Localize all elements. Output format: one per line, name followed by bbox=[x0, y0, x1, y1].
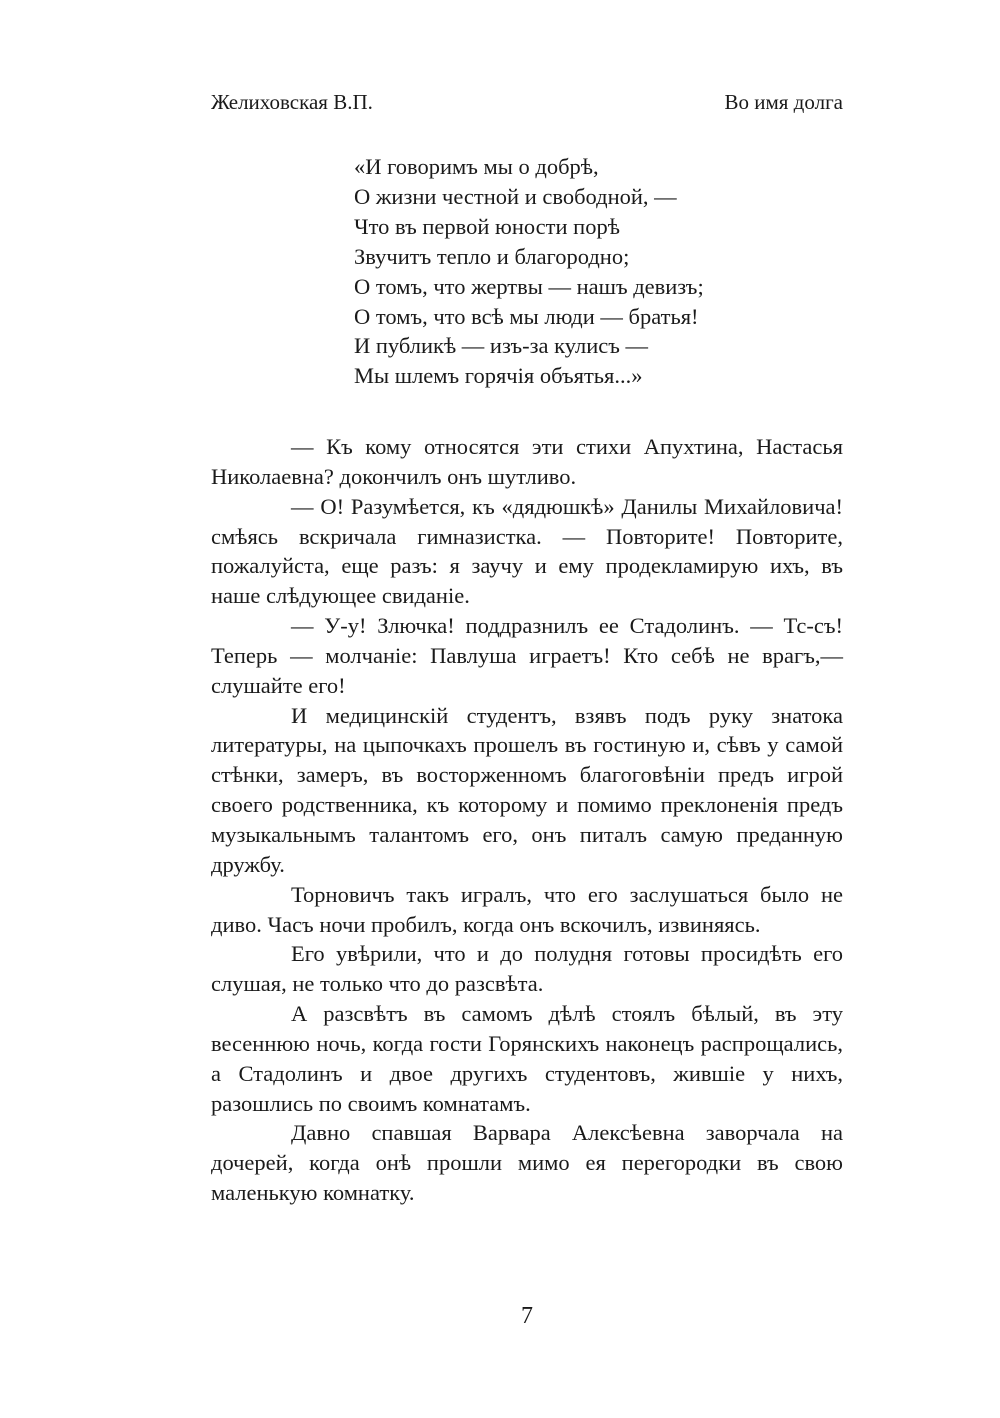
poem-line: Звучитъ тепло и благородно; bbox=[354, 243, 630, 269]
paragraph: — О! Разумѣется, къ «дядюшкѣ» Данилы Михайловича! смѣясь вскричала гимназистка. — Повторите! Повторите, пожалуйста, еще разъ: я заучу и ему продекламирую ихъ, въ наше слѣдующее свиданіе. bbox=[211, 493, 843, 609]
header-title: Во имя долга bbox=[724, 90, 843, 114]
poem-line: О томъ, что жертвы — нашъ девизъ; bbox=[354, 273, 704, 299]
paragraph: Его увѣрили, что и до полудня готовы просидѣть его слушая, не только что до разсвѣта. bbox=[211, 941, 843, 997]
header-author: Желиховская В.П. bbox=[211, 90, 373, 114]
page-number: 7 bbox=[521, 1303, 533, 1329]
paragraph: — Къ кому относятся эти стихи Апухтина, Настасья Николаевна? докончилъ онъ шутливо. bbox=[211, 434, 843, 489]
running-header bbox=[211, 86, 843, 118]
poem-line: О томъ, что всѣ мы люди — братья! bbox=[354, 303, 699, 329]
paragraph: — У-у! Злючка! поддразнилъ ее Стадолинъ. — Тс-съ! Теперь — молчаніе: Павлуша играетъ! Кто себѣ не врагъ,— слушайте его! bbox=[211, 613, 843, 698]
poem-line: «И говоримъ мы о добрѣ, bbox=[354, 154, 599, 179]
poem-line: Что въ первой юности порѣ bbox=[354, 213, 620, 239]
poem-quote bbox=[354, 152, 814, 391]
paragraph: Торновичъ такъ игралъ, что его заслушаться было не диво. Часъ ночи пробилъ, когда онъ вскочилъ, извиняясь. bbox=[211, 881, 843, 937]
paragraph: Давно спавшая Варвара Алексѣевна заворчала на дочерей, когда онѣ прошли мимо ея перегородки въ свою маленькую комнатку. bbox=[211, 1120, 843, 1206]
poem-line: О жизни честной и свободной, — bbox=[354, 183, 677, 209]
poem-line: Мы шлемъ горячія объятья...» bbox=[354, 363, 643, 389]
body-text bbox=[211, 432, 843, 1208]
poem-line: И публикѣ — изъ-за кулисъ — bbox=[354, 333, 648, 359]
paragraph: И медицинскій студентъ, взявъ подъ руку знатока литературы, на цыпочкахъ прошелъ въ гостиную и, сѣвъ у самой стѣнки, замеръ, въ восторженномъ благоговѣніи предъ игрой своего родственника, къ которому и помимо преклоненія предъ музыкальнымъ талантомъ его, онъ питалъ самую преданную дружбу. bbox=[211, 702, 843, 877]
paragraph: А разсвѣтъ въ самомъ дѣлѣ стоялъ бѣлый, въ эту весеннюю ночь, когда гости Горянскихъ наконецъ распрощались, а Стадолинъ и двое другихъ студентовъ, жившіе у нихъ, разошлись по своимъ комнатамъ. bbox=[211, 1001, 843, 1116]
